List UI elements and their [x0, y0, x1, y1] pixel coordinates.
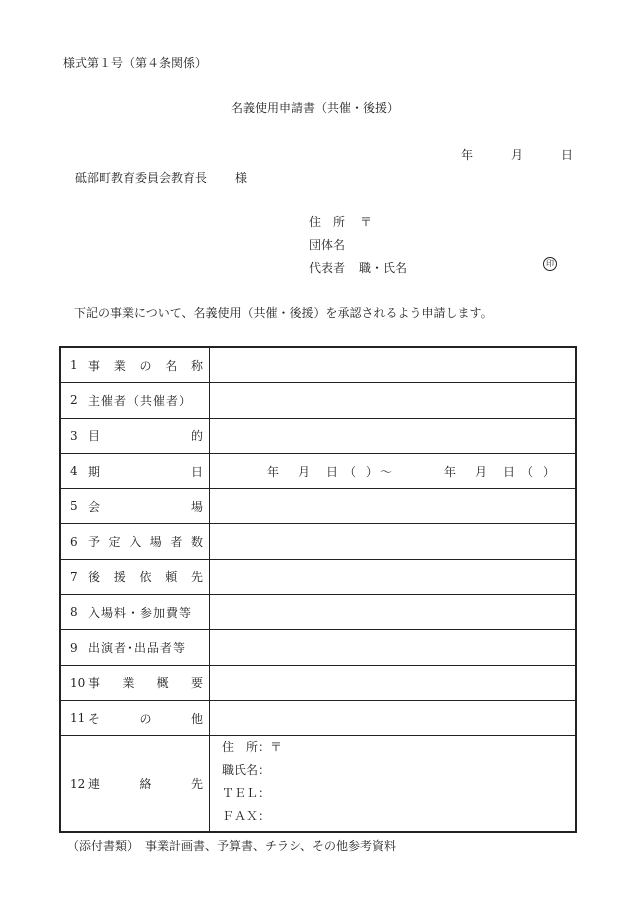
row-label-part: 入 — [129, 535, 142, 550]
event-name-field[interactable] — [210, 347, 577, 383]
period-end-month: 月 — [475, 464, 488, 479]
row-label-part: 先 — [190, 570, 203, 585]
row-label-part: 他 — [190, 711, 203, 726]
row-label-part: の — [139, 711, 152, 726]
period-start-paren-open: （ — [344, 464, 357, 479]
row-label-part: 期 — [88, 464, 101, 479]
row-number: 5 — [70, 499, 78, 514]
date-year-label: 年 — [461, 148, 474, 162]
table-row — [60, 453, 576, 488]
purpose-field[interactable] — [210, 418, 577, 453]
row-label-part: 数 — [190, 535, 203, 550]
sponsorship-requests-field[interactable] — [210, 559, 577, 594]
table-row — [60, 700, 576, 735]
row-label-part: 的 — [190, 429, 203, 444]
expected-attendance-field[interactable] — [210, 524, 577, 559]
period-end-day: 日 — [503, 464, 516, 479]
table-row — [60, 418, 576, 453]
table-row — [60, 489, 576, 524]
application-table — [59, 346, 577, 833]
table-row — [60, 630, 576, 665]
row-label-part: 連 — [88, 777, 101, 792]
applicant-postal-mark: 〒 — [360, 215, 373, 229]
row-label: 主催者（共催者） — [88, 393, 193, 408]
row-label-part: 名 — [165, 358, 178, 373]
row-label-part: 先 — [190, 777, 203, 792]
table-row — [60, 559, 576, 594]
row-label-part: の — [139, 358, 152, 373]
table-row — [60, 383, 576, 418]
period-tilde: 〜 — [380, 464, 393, 479]
row-number: 10 — [70, 675, 86, 690]
row-label-part: 依 — [139, 570, 152, 585]
contact-name-label: 職氏名： — [222, 763, 271, 778]
period-end-paren-close: ） — [543, 464, 556, 479]
table-row — [60, 665, 576, 700]
row-number: 7 — [70, 569, 78, 584]
row-number: 6 — [70, 534, 78, 549]
applicant-rep-label: 代表者 — [309, 261, 346, 275]
seal-mark: 印 — [543, 257, 557, 271]
row-label: 出演者･出品者等 — [88, 641, 187, 656]
row-number: 12 — [70, 776, 86, 791]
request-statement: 下記の事業について、名義使用（共催・後援）を承認されるよう申請します。 — [74, 306, 493, 320]
row-label-part: 頼 — [165, 570, 178, 585]
contact-field[interactable] — [210, 736, 577, 833]
row-label-part: 会 — [88, 499, 101, 514]
period-start-year: 年 — [267, 464, 280, 479]
table-row — [60, 524, 576, 559]
row-label-part: 事 — [88, 358, 101, 373]
row-label-part: そ — [88, 711, 101, 726]
row-label-part: 日 — [190, 464, 203, 479]
period-end-paren-open: （ — [521, 464, 534, 479]
period-start-day: 日 — [326, 464, 339, 479]
performers-field[interactable] — [210, 630, 577, 665]
row-number: 8 — [70, 605, 78, 620]
period-start-paren-close: ） — [366, 464, 379, 479]
row-label-part: 概 — [156, 676, 169, 691]
row-label-part: 場 — [149, 535, 162, 550]
row-label-part: 要 — [190, 676, 203, 691]
contact-address-label: 住 所：〒 — [222, 740, 283, 755]
contact-fax-label: ＦＡＸ： — [222, 809, 271, 824]
attachments-note: （添付書類） 事業計画書、予算書、チラシ、その他参考資料 — [67, 839, 397, 853]
addressee-name: 砥部町教育委員会教育長 — [75, 171, 208, 185]
period-field[interactable] — [210, 453, 577, 488]
table-row — [60, 595, 576, 630]
row-label-part: 絡 — [139, 777, 152, 792]
period-end-year: 年 — [444, 464, 457, 479]
date-month-label: 月 — [511, 148, 524, 162]
row-label: 入場料・参加費等 — [88, 605, 193, 620]
row-label-part: 後 — [88, 570, 101, 585]
row-number: 1 — [70, 358, 78, 373]
contact-tel-label: ＴＥＬ： — [222, 786, 271, 801]
period-start-month: 月 — [298, 464, 311, 479]
row-number: 3 — [70, 428, 78, 443]
form-number: 様式第１号（第４条関係） — [63, 56, 208, 70]
fees-field[interactable] — [210, 595, 577, 630]
row-label-part: 場 — [190, 499, 203, 514]
row-label-part: 称 — [190, 358, 203, 373]
row-label-part: 業 — [113, 358, 126, 373]
applicant-address-label: 住 所 — [309, 215, 346, 229]
row-number: 9 — [70, 640, 78, 655]
row-number: 2 — [70, 393, 78, 408]
row-label-part: 業 — [122, 676, 135, 691]
row-number: 11 — [70, 711, 86, 726]
applicant-org-label: 団体名 — [309, 238, 346, 252]
row-label-part: 援 — [113, 570, 126, 585]
row-number: 4 — [70, 464, 78, 479]
row-label-part: 目 — [88, 429, 101, 444]
page-title: 名義使用申請書（共催・後援） — [230, 101, 399, 115]
venue-field[interactable] — [210, 489, 577, 524]
addressee-honorific: 様 — [235, 171, 248, 185]
table-row — [60, 347, 576, 383]
event-overview-field[interactable] — [210, 665, 577, 700]
organizer-field[interactable] — [210, 383, 577, 418]
row-label-part: 定 — [108, 535, 121, 550]
row-label-part: 予 — [88, 535, 101, 550]
applicant-rep-title: 職・氏名 — [359, 261, 408, 275]
row-label-part: 者 — [170, 535, 183, 550]
row-label-part: 事 — [88, 676, 101, 691]
other-field[interactable] — [210, 700, 577, 735]
table-row — [60, 736, 576, 833]
date-day-label: 日 — [561, 148, 574, 162]
